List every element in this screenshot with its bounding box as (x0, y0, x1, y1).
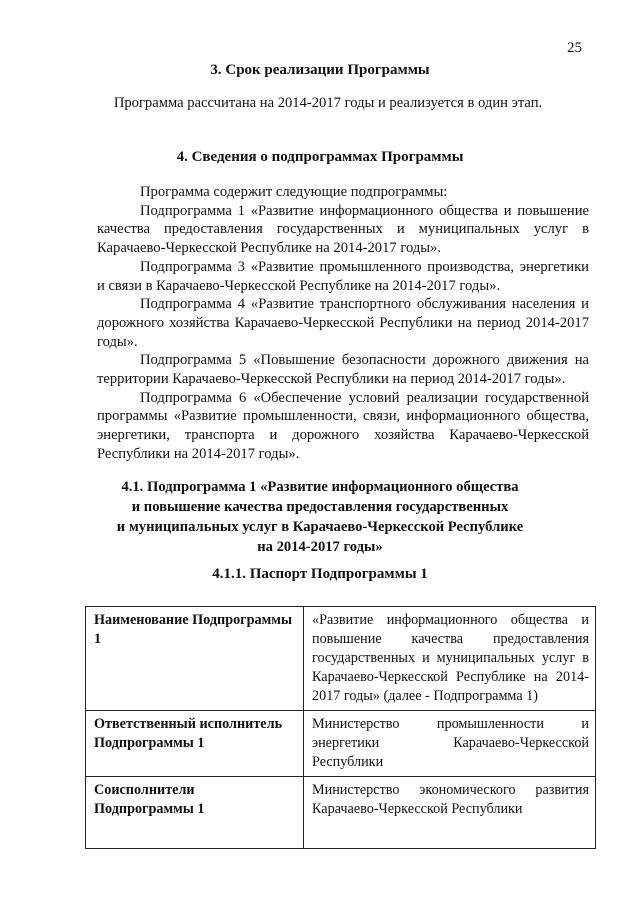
paragraph: Подпрограмма 6 «Обеспечение условий реализации государственной программы «Развитие промышленности, связи, информационного общества, энергетики, транспорта и дорожного хозяйства Карачаево-Черкесской Республики на 2014-2017 годы». (97, 389, 589, 462)
paragraph: Подпрограмма 3 «Развитие промышленного производства, энергетики и связи в Карачаево-Черкесской Республике на 2014-2017 годы». (97, 258, 589, 294)
passport-table (85, 606, 596, 849)
table-row (86, 607, 596, 711)
table-row (86, 711, 596, 777)
row-value: Министерство экономического развития Карачаево-Черкесской Республики (304, 777, 596, 849)
row-label: Ответственный исполнитель Подпрограммы 1 (86, 711, 304, 777)
page-number: 25 (567, 40, 582, 56)
heading-line: и повышение качества предоставления государственных (131, 499, 509, 515)
section-3-heading: 3. Срок реализации Программы (210, 62, 430, 78)
table-row (86, 777, 596, 849)
section-4-1-heading (0, 477, 640, 557)
paragraph: Подпрограмма 4 «Развитие транспортного обслуживания населения и дорожного хозяйства Карачаево-Черкесской Республики на период 2014-2017 годы». (97, 296, 589, 350)
heading-line: на 2014-2017 годы» (257, 539, 383, 555)
row-value: «Развитие информационного общества и повышение качества предоставления государственных и муниципальных услуг в Карачаево-Черкесской Республике на 2014-2017 годы» (далее - Подпрограмма 1) (304, 607, 596, 711)
heading-line: и муниципальных услуг в Карачаево-Черкесской Республике (116, 519, 524, 535)
heading-line: 4.1. Подпрограмма 1 «Развитие информационного общества (121, 479, 519, 495)
section-3-text: Программа рассчитана на 2014-2017 годы и реализуется в один этап. (113, 95, 543, 111)
section-4-heading: 4. Сведения о подпрограммах Программы (176, 149, 464, 165)
row-value: Министерство промышленности и энергетики Карачаево-Черкесской Республики (304, 711, 596, 777)
paragraph: Подпрограмма 1 «Развитие информационного общества и повышение качества предоставления государственных и муниципальных услуг в Карачаево-Черкесской Республике на 2014-2017 годы». (97, 202, 589, 257)
paragraph: Подпрограмма 5 «Повышение безопасности дорожного движения на территории Карачаево-Черкесской Республики на период 2014-2017 годы». (97, 352, 589, 388)
section-4-body (97, 183, 589, 464)
passport-heading: 4.1.1. Паспорт Подпрограммы 1 (212, 566, 428, 582)
row-label: Соисполнители Подпрограммы 1 (86, 777, 304, 849)
row-label: Наименование Подпрограммы 1 (86, 607, 304, 711)
paragraph: Программа содержит следующие подпрограммы: (140, 184, 448, 200)
